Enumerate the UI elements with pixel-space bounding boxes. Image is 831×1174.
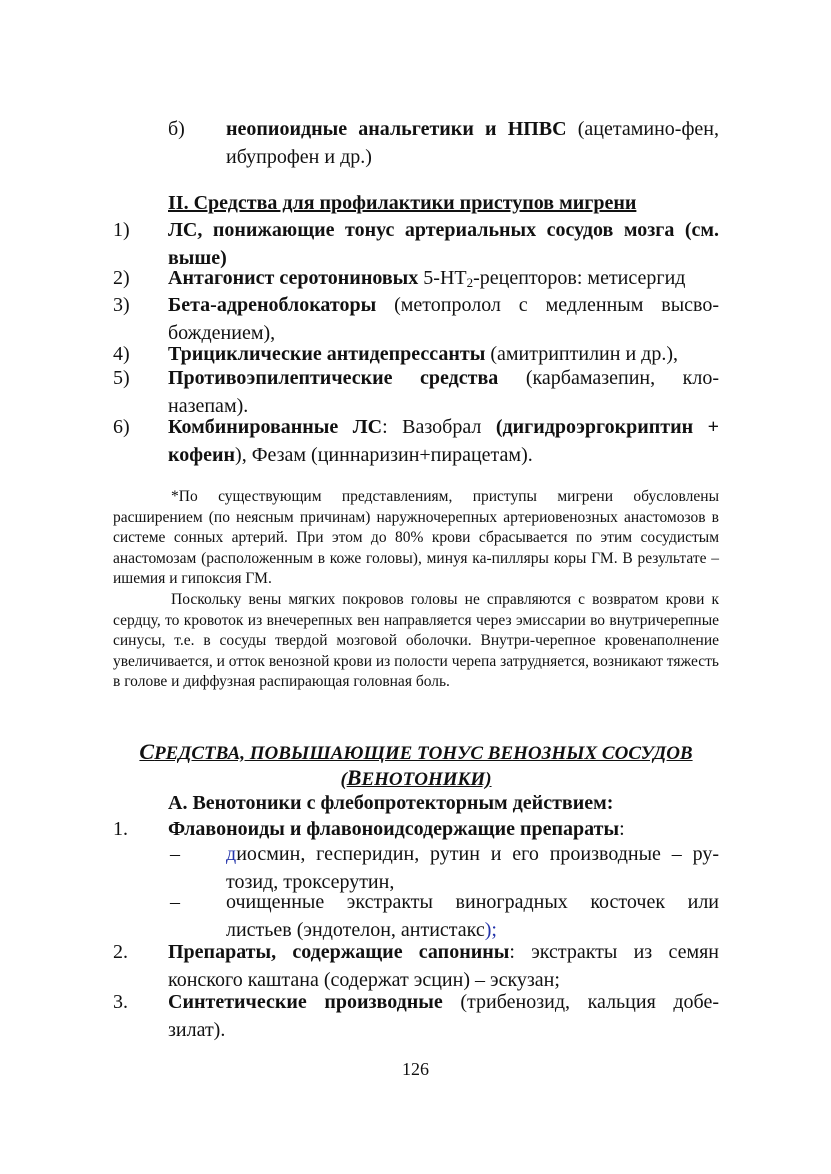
v-item1-num: 1. [113, 818, 128, 840]
s2-item1-num: 1) [113, 219, 130, 241]
item-b-text [226, 115, 719, 171]
s2-item2-text [168, 264, 719, 292]
v-item1-rest: : [619, 818, 625, 840]
heading2-initial: В [346, 765, 362, 790]
s2-item3-num: 3) [113, 294, 130, 316]
v-item3-num: 3. [113, 991, 128, 1013]
v-sub1-rest: иосмин, гесперидин, рутин и его производные – ру-тозид, троксерутин, [226, 843, 719, 893]
v-item2-rest: : экстракты из семян конского каштана (содержат эсцин) – эскузан; [168, 941, 720, 991]
s2-item6-num: 6) [113, 416, 130, 438]
s2-item6-bold-b: (дигидроэргокриптин + кофеин [168, 416, 720, 466]
v-sub1-dash: – [170, 843, 180, 865]
section2-title: II. Средства для профилактики приступов мигрени [168, 192, 637, 214]
s2-item5-rest: (карбамазепин, кло-назепам). [168, 367, 719, 417]
s2-item6-bold: Комбинированные ЛС [168, 416, 383, 438]
s2-item2-bold: Антагонист серотониновых [168, 267, 419, 289]
s2-item2-num: 2) [113, 267, 130, 289]
v-item2-text [168, 938, 719, 994]
s2-item3-bold: Бета-адреноблокаторы [168, 294, 377, 316]
item-b-marker: б) [168, 118, 185, 140]
s2-item5-text [168, 364, 719, 420]
s2-item4-rest: (амитриптилин и др.), [485, 343, 678, 365]
s2-item5-num: 5) [113, 367, 130, 389]
s2-item6-rest-c: ), Фезам (циннаризин+пирацетам). [235, 444, 533, 466]
v-item3-bold: Синтетические производные [168, 991, 443, 1013]
footnote-paragraph-2: Поскольку вены мягких покровов головы не справляются с возвратом крови к сердцу, то кровоток из внечерепных вен направляется через эмиссарии во внутричерепные синусы, т.е. в сосуды твердой мозговой оболочки. Внутри-черепное кровенаполнение увеличивается, и отток венозной крови из полости черепа затрудняется, возникают тяжесть в голове и диффузная распирающая головная боль. [113, 591, 719, 690]
page-number: 126 [402, 1059, 429, 1079]
item-b-rest: (ацетамино-фен, ибупрофен и др.) [226, 118, 719, 168]
v-sub2-body: очищенные экстракты виноградных косточек или листьев (эндотелон, антистакс [226, 891, 719, 941]
v-sub1-first-letter: д [226, 843, 237, 865]
footnote-paragraph-1: *По существующим представлениям, приступы мигрени обусловлены расширением (по неясным причинам) наружночерепных артериовенозных анастомозов в системе сонных артерий. При этом до 80% крови сбрасывается по этим сосудистым анастомозам (расположенным в коже головы), минуя ка-пилляры коры ГМ. В результате – ишемия и гипоксия ГМ. [113, 488, 719, 587]
v-item1-bold: Флавоноиды и флавоноидсодержащие препараты [168, 818, 620, 840]
s2-item6-text [168, 413, 719, 469]
s2-item2-sub: 2 [466, 275, 474, 290]
v-sub2-text [226, 888, 719, 944]
heading2-rest: ЕНОТОНИКИ) [361, 769, 492, 790]
s2-item2-rest-post: -рецепторов: метисергид [473, 267, 686, 289]
item-b-bold: неопиоидные анальгетики и НПВС [226, 118, 567, 140]
v-sub2-dash: – [170, 891, 180, 913]
s2-item1-text: ЛС, понижающие тонус артериальных сосудов мозга (см. выше) [168, 219, 719, 269]
v-item3-rest: (трибенозид, кальция добе-зилат). [168, 991, 720, 1041]
s2-item3-text [168, 291, 719, 347]
v-item2-num: 2. [113, 941, 128, 963]
v-item1-text [168, 815, 719, 843]
s2-item4-num: 4) [113, 343, 130, 365]
v-item3-text [168, 988, 719, 1044]
v-sub2-tail: ); [484, 919, 497, 941]
s2-item2-rest-pre: 5-HT [418, 267, 467, 289]
v-item2-bold: Препараты, содержащие сапонины [168, 941, 510, 963]
s2-item3-rest: (метопролол с медленным высво-бождением), [168, 294, 719, 344]
s2-item6-rest-a: : Вазобрал [382, 416, 496, 438]
heading1-initial: С [139, 739, 155, 764]
heading2-paren: ( [340, 769, 347, 790]
venotonics-subheading: А. Венотоники с флебопротекторным действием: [168, 792, 614, 814]
s2-item5-bold: Противоэпилептические средства [168, 367, 499, 389]
s2-item4-bold: Трициклические антидепрессанты [168, 343, 486, 365]
heading1-rest: РЕДСТВА, ПОВЫШАЮЩИЕ ТОНУС ВЕНОЗНЫХ СОСУДОВ [154, 743, 693, 764]
